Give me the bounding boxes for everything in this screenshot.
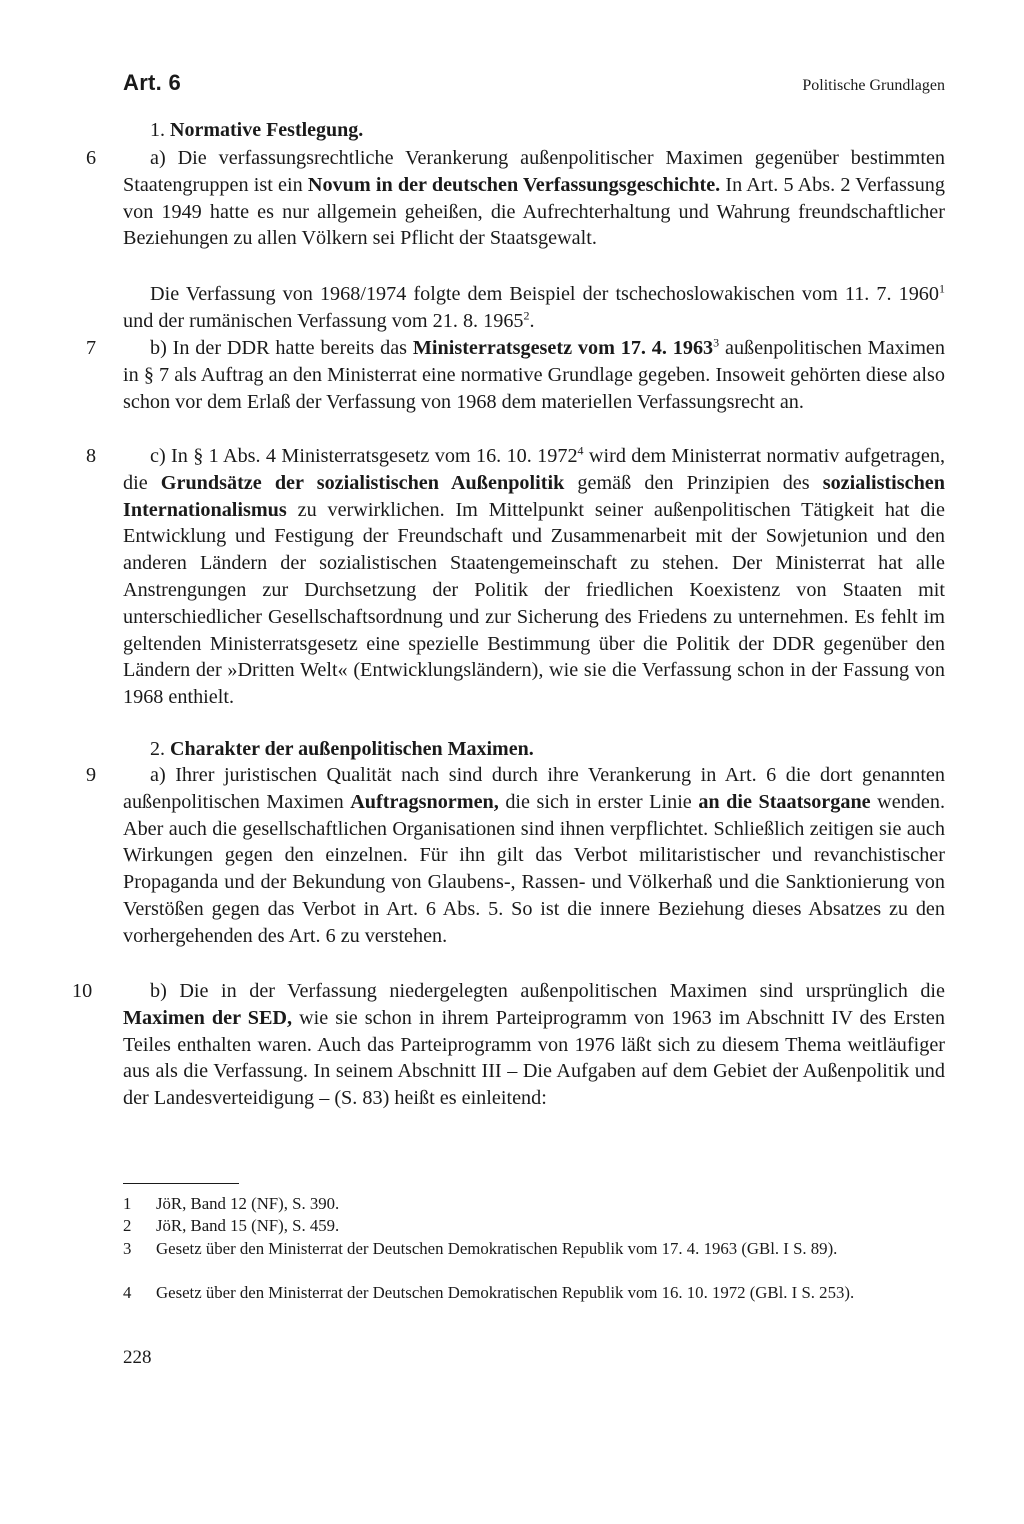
text-run: Die Verfassung von 1968/1974 folgte dem Beispiel der tschechoslowakischen vom 11. 7. 1960 [150, 283, 939, 305]
bold-term: Maximen der SED, [123, 1006, 293, 1029]
bold-term: sozialistischen Internationalismus [123, 471, 945, 521]
footnote-text: Gesetz über den Ministerrat der Deutschen Demokratischen Republik vom 17. 4. 1963 (GBl. I S. 89). [156, 1239, 838, 1258]
bold-term: an die Staatsorgane [698, 790, 871, 813]
margin-number: 6 [86, 147, 97, 169]
paragraph-7 [123, 335, 945, 415]
paragraph-8 [123, 443, 945, 711]
footnote-ref: 3 [713, 335, 720, 350]
paragraph-6b [123, 281, 945, 335]
paragraph-9 [123, 762, 945, 950]
footnote-number: 1 [123, 1194, 132, 1213]
section-number: 1. [150, 119, 165, 141]
bold-term: Auftragsnormen, [350, 790, 499, 813]
text-run: wenden. Aber auch die gesellschaftlichen Organisationen sind ihnen verpflichtet. Schließlich zeitigen sie auch Wirkungen gegen den einzelnen. Für ihn gilt das Verbot militaristischer und revanchistischer Propaganda und der Bekundung von Glaubens-, Rassen- und Völkerhaß und die Sanktionierung von Verstößen gegen das Verbot in Art. 6 Abs. 5. So ist die innere Beziehung dieses Absatzes zu den vorhergehenden des Art. 6 zu verstehen. [123, 790, 945, 947]
text-run: c) In § 1 Abs. 4 Ministerratsgesetz vom 16. 10. 1972 [150, 445, 578, 467]
text-run: und der rumänischen Verfassung vom 21. 8. 1965 [123, 309, 524, 332]
footnote [123, 1282, 945, 1304]
bold-term: Novum in der deutschen Verfassungsgeschichte. [307, 173, 721, 196]
paragraph-6a [123, 145, 945, 252]
bold-term: Ministerratsgesetz vom 17. 4. 1963 [412, 337, 714, 359]
page-number: 228 [123, 1347, 152, 1368]
footnote-separator [123, 1183, 239, 1184]
footnote-text: JöR, Band 12 (NF), S. 390. [156, 1194, 340, 1213]
margin-number: 9 [86, 764, 97, 786]
text-run: b) Die in der Verfassung niedergelegten außenpolitischen Maximen sind ursprünglich die [150, 980, 945, 1002]
footnote-text: JöR, Band 15 (NF), S. 459. [156, 1216, 340, 1235]
section-title: Charakter der außenpolitischen Maximen. [170, 738, 534, 760]
bold-term: Grundsätze der sozialistischen Außenpolitik [160, 471, 565, 494]
footnote-ref: 4 [577, 443, 584, 458]
paragraph-10 [123, 978, 945, 1112]
text-run: In Art. 5 Abs. 2 Verfassung von 1949 hatte es nur allgemein geheißen, die Aufrechterhaltung und Wahrung freundschaftlicher Beziehungen zu allen Völkern sei Pflicht der Staatsgewalt. [123, 173, 945, 250]
text-run: b) In der DDR hatte bereits das [150, 337, 413, 359]
footnote [123, 1215, 945, 1237]
text-run: außenpolitischen Maximen in § 7 als Auftrag an den Ministerrat eine normative Grundlage gegeben. Insoweit gehörten diese also schon vor dem Erlaß der Verfassung von 1968 dem materiellen Verfassungsrecht an. [123, 337, 945, 413]
footnote-number: 3 [123, 1239, 132, 1258]
footnote [123, 1193, 945, 1215]
margin-number: 7 [86, 337, 97, 359]
text-run: . [529, 309, 535, 332]
section-title: Normative Festlegung. [170, 119, 364, 141]
text-run: a) Ihrer juristischen Qualität nach sind durch ihre Verankerung in Art. 6 die dort genannten außenpolitischen Maximen [123, 764, 945, 813]
text-run: a) Die verfassungsrechtliche Verankerung außenpolitischer Maximen gegenüber bestimmten Staatengruppen ist ein [123, 147, 945, 196]
section-heading-2 [150, 736, 534, 762]
footnote-number: 4 [123, 1283, 132, 1302]
text-run: wird dem Ministerrat normativ aufgetragen, die [123, 445, 945, 494]
footnote-text: Gesetz über den Ministerrat der Deutschen Demokratischen Republik vom 16. 10. 1972 (GBl. I S. 253). [156, 1283, 855, 1302]
section-heading-1 [150, 117, 363, 143]
article-heading: Art. 6 [123, 70, 182, 95]
section-number: 2. [150, 738, 165, 760]
text-run: zu verwirklichen. Im Mittelpunkt seiner außenpolitischen Tätigkeit hat die Entwicklung und Festigung der Freundschaft und Zusammenarbeit mit der Sowjetunion und den anderen Ländern der sozialistischen Staatengemeinschaft zu stehen. Der Ministerrat hat alle Anstrengungen zur Durchsetzung der Politik der friedlichen Koexistenz von Staaten mit unterschiedlicher Gesellschaftsordnung und zur Sicherung des Friedens zu unternehmen. Es fehlt im geltenden Ministerratsgesetz eine spezielle Bestimmung über die Politik der DDR gegenüber den Ländern der »Dritten Welt« (Entwicklungsländern), wie sie die Verfassung schon in der Fassung von 1968 enthielt. [123, 498, 945, 709]
text-run: gemäß den Prinzipien des [564, 471, 823, 494]
margin-number: 10 [72, 980, 93, 1002]
running-title: Politische Grundlagen [802, 77, 945, 94]
footnote-ref: 1 [939, 281, 945, 296]
footnote-ref: 2 [523, 308, 530, 323]
margin-number: 8 [86, 445, 97, 467]
text-run: wie sie schon in ihrem Parteiprogramm von 1963 im Abschnitt IV des Ersten Teiles enthalten waren. Auch das Parteiprogramm von 1976 läßt sich zu diesem Thema weitläufiger aus als die Verfassung. In seinem Abschnitt III – Die Aufgaben auf dem Gebiet der Außenpolitik und der Landesverteidigung – (S. 83) heißt es einleitend: [123, 1006, 945, 1110]
footnote-number: 2 [123, 1216, 132, 1235]
text-run: die sich in erster Linie [498, 790, 699, 813]
footnote [123, 1238, 945, 1260]
